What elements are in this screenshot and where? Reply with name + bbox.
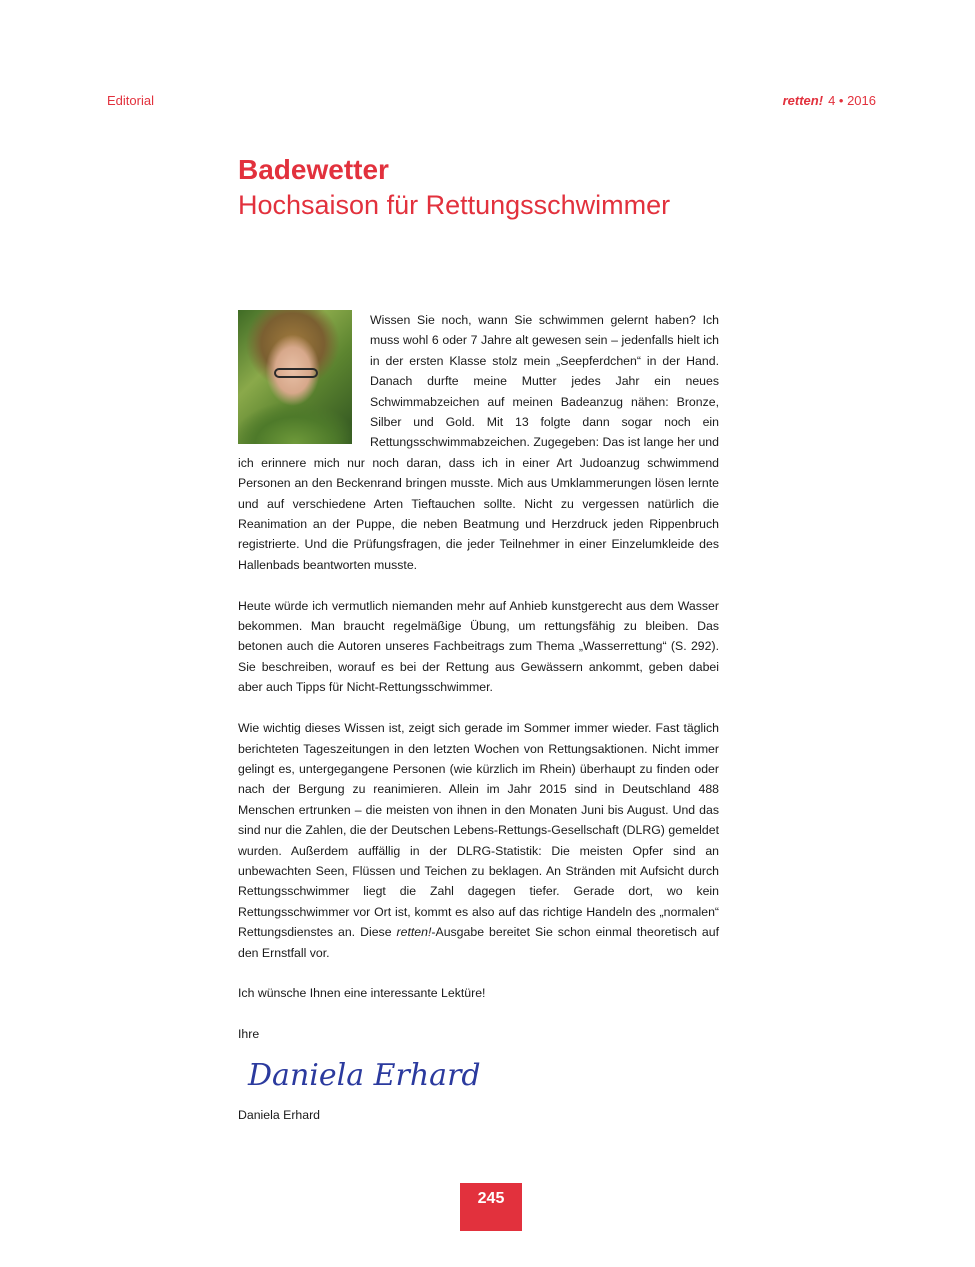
closing-line: Ich wünsche Ihnen eine interessante Lektüre! xyxy=(238,986,486,1001)
paragraph-1: Wissen Sie noch, wann Sie schwimmen gelernt haben? Ich muss wohl 6 oder 7 Jahre alt gewesen sein – jedenfalls hielt ich in der ersten Klasse stolz mein „Seepferdchen“ in der Hand. Danach durfte meine Mutter jedes Jahr ein neues Schwimmabzeichen auf meinen Badeanzug nähen: Bronze, Silber und Gold. Mit 13 folgte dann sogar noch ein Rettungsschwimmabzeichen. Zugegeben: Das ist lange her und ich erinnere mich nur noch daran, dass ich in einer Art Judoanzug schwimmend Personen an den Beckenrand bringen musste. Mich aus Umklammerungen lösen lernte und auf verschiedene Arten Tieftauchen sollte. Nicht zu vergessen natürlich die Reanimation an der Puppe, die neben Beatmung und Herzdruck jeden Rippenbruch registrierte. Und die Prüfungsfragen, die jeder Teilnehmer in einer Einzelumkleide des Hallenbads beantworten musste. xyxy=(238,313,719,572)
article-title xyxy=(238,152,798,222)
salutation: Ihre xyxy=(238,1027,260,1042)
signature-ink: Daniela Erhard xyxy=(248,1057,481,1093)
handwritten-signature xyxy=(244,1051,719,1099)
author-name: Daniela Erhard xyxy=(238,1107,321,1122)
page-number: 245 xyxy=(460,1183,522,1231)
paragraph-2: Heute würde ich vermutlich niemanden mehr auf Anhieb kunstgerecht aus dem Wasser bekommen. Man braucht regelmäßige Übung, um rettungsfähig zu bleiben. Das betonen auch die Autoren unseres Fachbeitrags zum Thema „Wasserrettung“ (S. 292). Sie beschreiben, worauf es bei der Rettung aus Gewässern ankommt, geben dabei aber auch Tipps für Nicht-Rettungsschwimmer. xyxy=(238,598,719,695)
author-photo xyxy=(238,310,352,444)
paragraph-3: Wie wichtig dieses Wissen ist, zeigt sich gerade im Sommer immer wieder. Fast täglich berichteten Tageszeitungen in den letzten Wochen von Rettungsaktionen. Nicht immer gelingt es, untergegangene Personen (wie kürzlich im Rhein) überhaupt zu finden oder nach der Bergung zu reanimieren. Allein im Jahr 2015 sind in Deutschland 488 Menschen ertrunken – die meisten von ihnen in den Monaten Juni bis August. Und das sind nur die Zahlen, die der Deutschen Lebens-Rettungs-Gesellschaft (DLRG) gemeldet wurden. Außerdem auffällig in der DLRG-Statistik: Die meisten Opfer sind an unbewachten Seen, Flüssen und Teichen zu beklagen. An Stränden mit Aufsicht durch Rettungsschwimmer liegt die Zahl dagegen tiefer. Gerade dort, wo kein Rettungsschwimmer vor Ort ist, kommt es also auf das richtige Handeln des „normalen“ Rettungsdienstes an. Diese retten!-Ausgabe bereitet Sie schon einmal theoretisch auf den Ernstfall vor. xyxy=(238,721,719,960)
issue-info xyxy=(783,93,876,108)
title-main: Badewetter xyxy=(238,154,389,185)
title-subtitle: Hochsaison für Rettungsschwimmer xyxy=(238,190,671,220)
section-label: Editorial xyxy=(107,93,154,108)
issue-number: 4 • 2016 xyxy=(828,93,876,108)
magazine-name: retten! xyxy=(782,93,824,108)
article-body xyxy=(238,310,719,1125)
